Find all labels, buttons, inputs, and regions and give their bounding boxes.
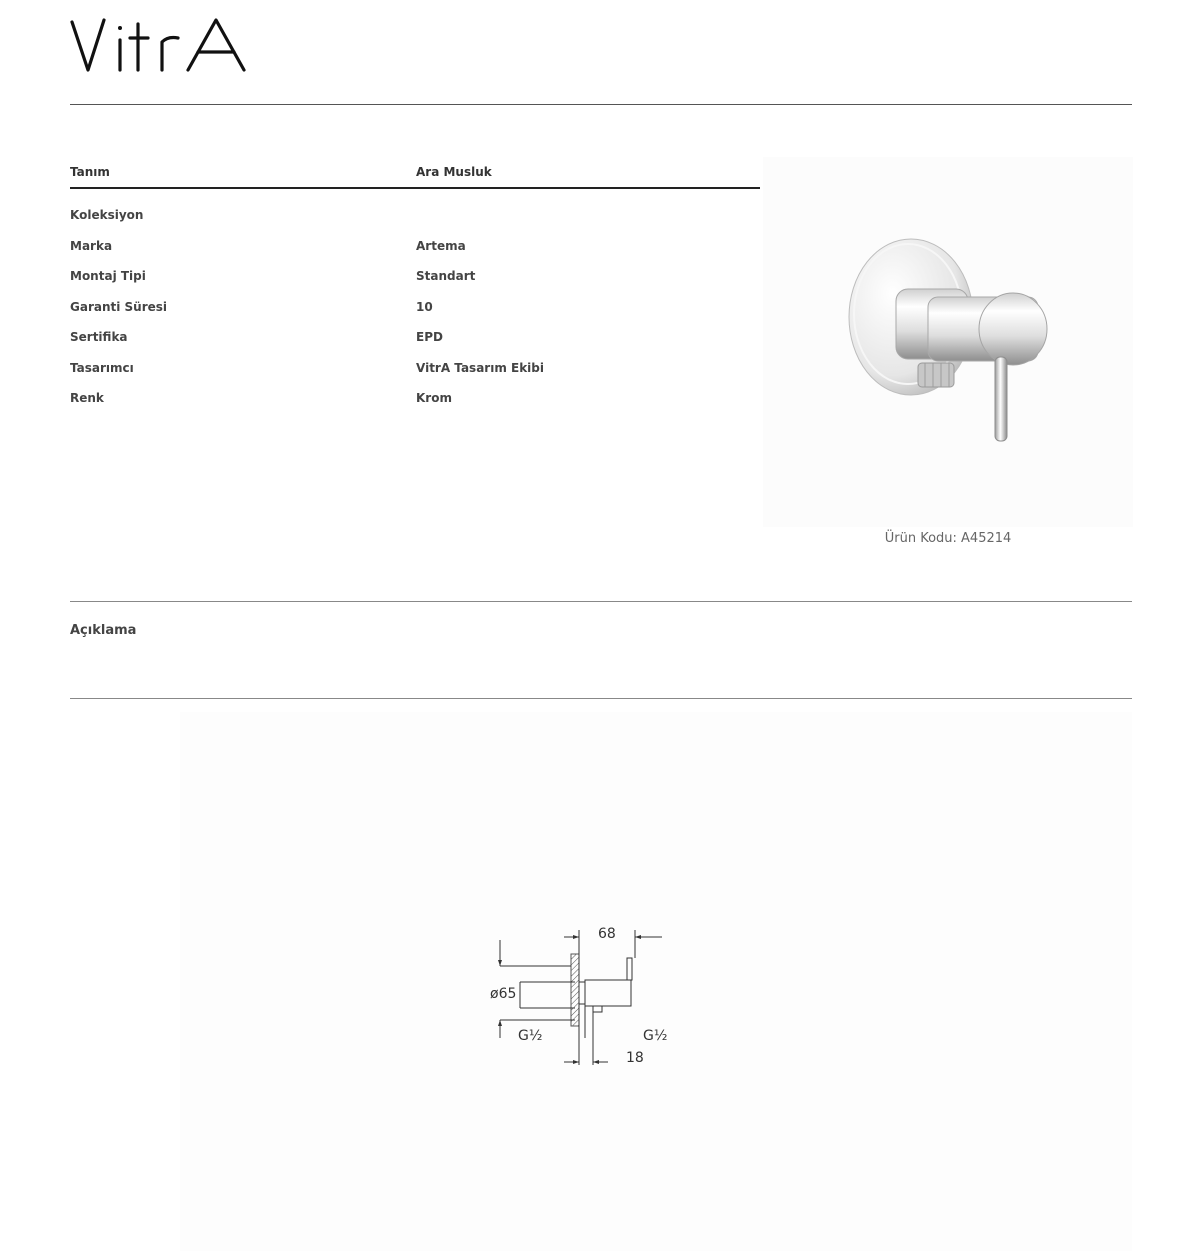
spec-value: 10 xyxy=(416,299,433,314)
top-divider xyxy=(70,104,1132,105)
dim-width-label: 68 xyxy=(598,926,616,942)
dim-diameter-label: ø65 xyxy=(490,986,517,1002)
spec-key: Sertifika xyxy=(70,330,128,344)
spec-value: Krom xyxy=(416,391,452,405)
spec-key: Tanım xyxy=(70,165,110,179)
spec-value: Standart xyxy=(416,269,476,283)
product-code: Ürün Kodu: A45214 xyxy=(884,531,1012,546)
spec-value: Ara Musluk xyxy=(416,165,492,179)
description-title: Açıklama xyxy=(70,623,137,638)
spec-value: VitrA Tasarım Ekibi xyxy=(416,360,544,375)
spec-key: Koleksiyon xyxy=(70,208,144,222)
section-divider xyxy=(70,698,1132,699)
dim-thread-right-label: G½ xyxy=(643,1028,668,1044)
spec-value: EPD xyxy=(416,330,443,344)
product-image xyxy=(763,157,1133,527)
section-divider xyxy=(70,601,1132,602)
spec-row-sertifika xyxy=(70,325,760,356)
spec-row-tasarimci xyxy=(70,356,760,387)
spec-header-row xyxy=(70,160,760,189)
spec-row-garanti-suresi xyxy=(70,295,760,326)
vitra-logo xyxy=(70,14,270,76)
spec-key: Renk xyxy=(70,391,104,405)
spec-row-montaj-tipi xyxy=(70,264,760,295)
spec-row-renk xyxy=(70,386,760,417)
spec-key: Montaj Tipi xyxy=(70,269,146,283)
dim-thread-left-label: G½ xyxy=(518,1028,543,1044)
spec-row-koleksiyon xyxy=(70,203,760,234)
spec-row-marka xyxy=(70,234,760,265)
dim-depth-label: 18 xyxy=(626,1050,644,1066)
spec-key: Garanti Süresi xyxy=(70,299,168,314)
spec-table xyxy=(70,160,760,417)
spec-key: Marka xyxy=(70,238,113,253)
technical-drawing xyxy=(480,920,670,1070)
spec-key: Tasarımcı xyxy=(70,360,134,375)
spec-value: Artema xyxy=(416,238,466,253)
